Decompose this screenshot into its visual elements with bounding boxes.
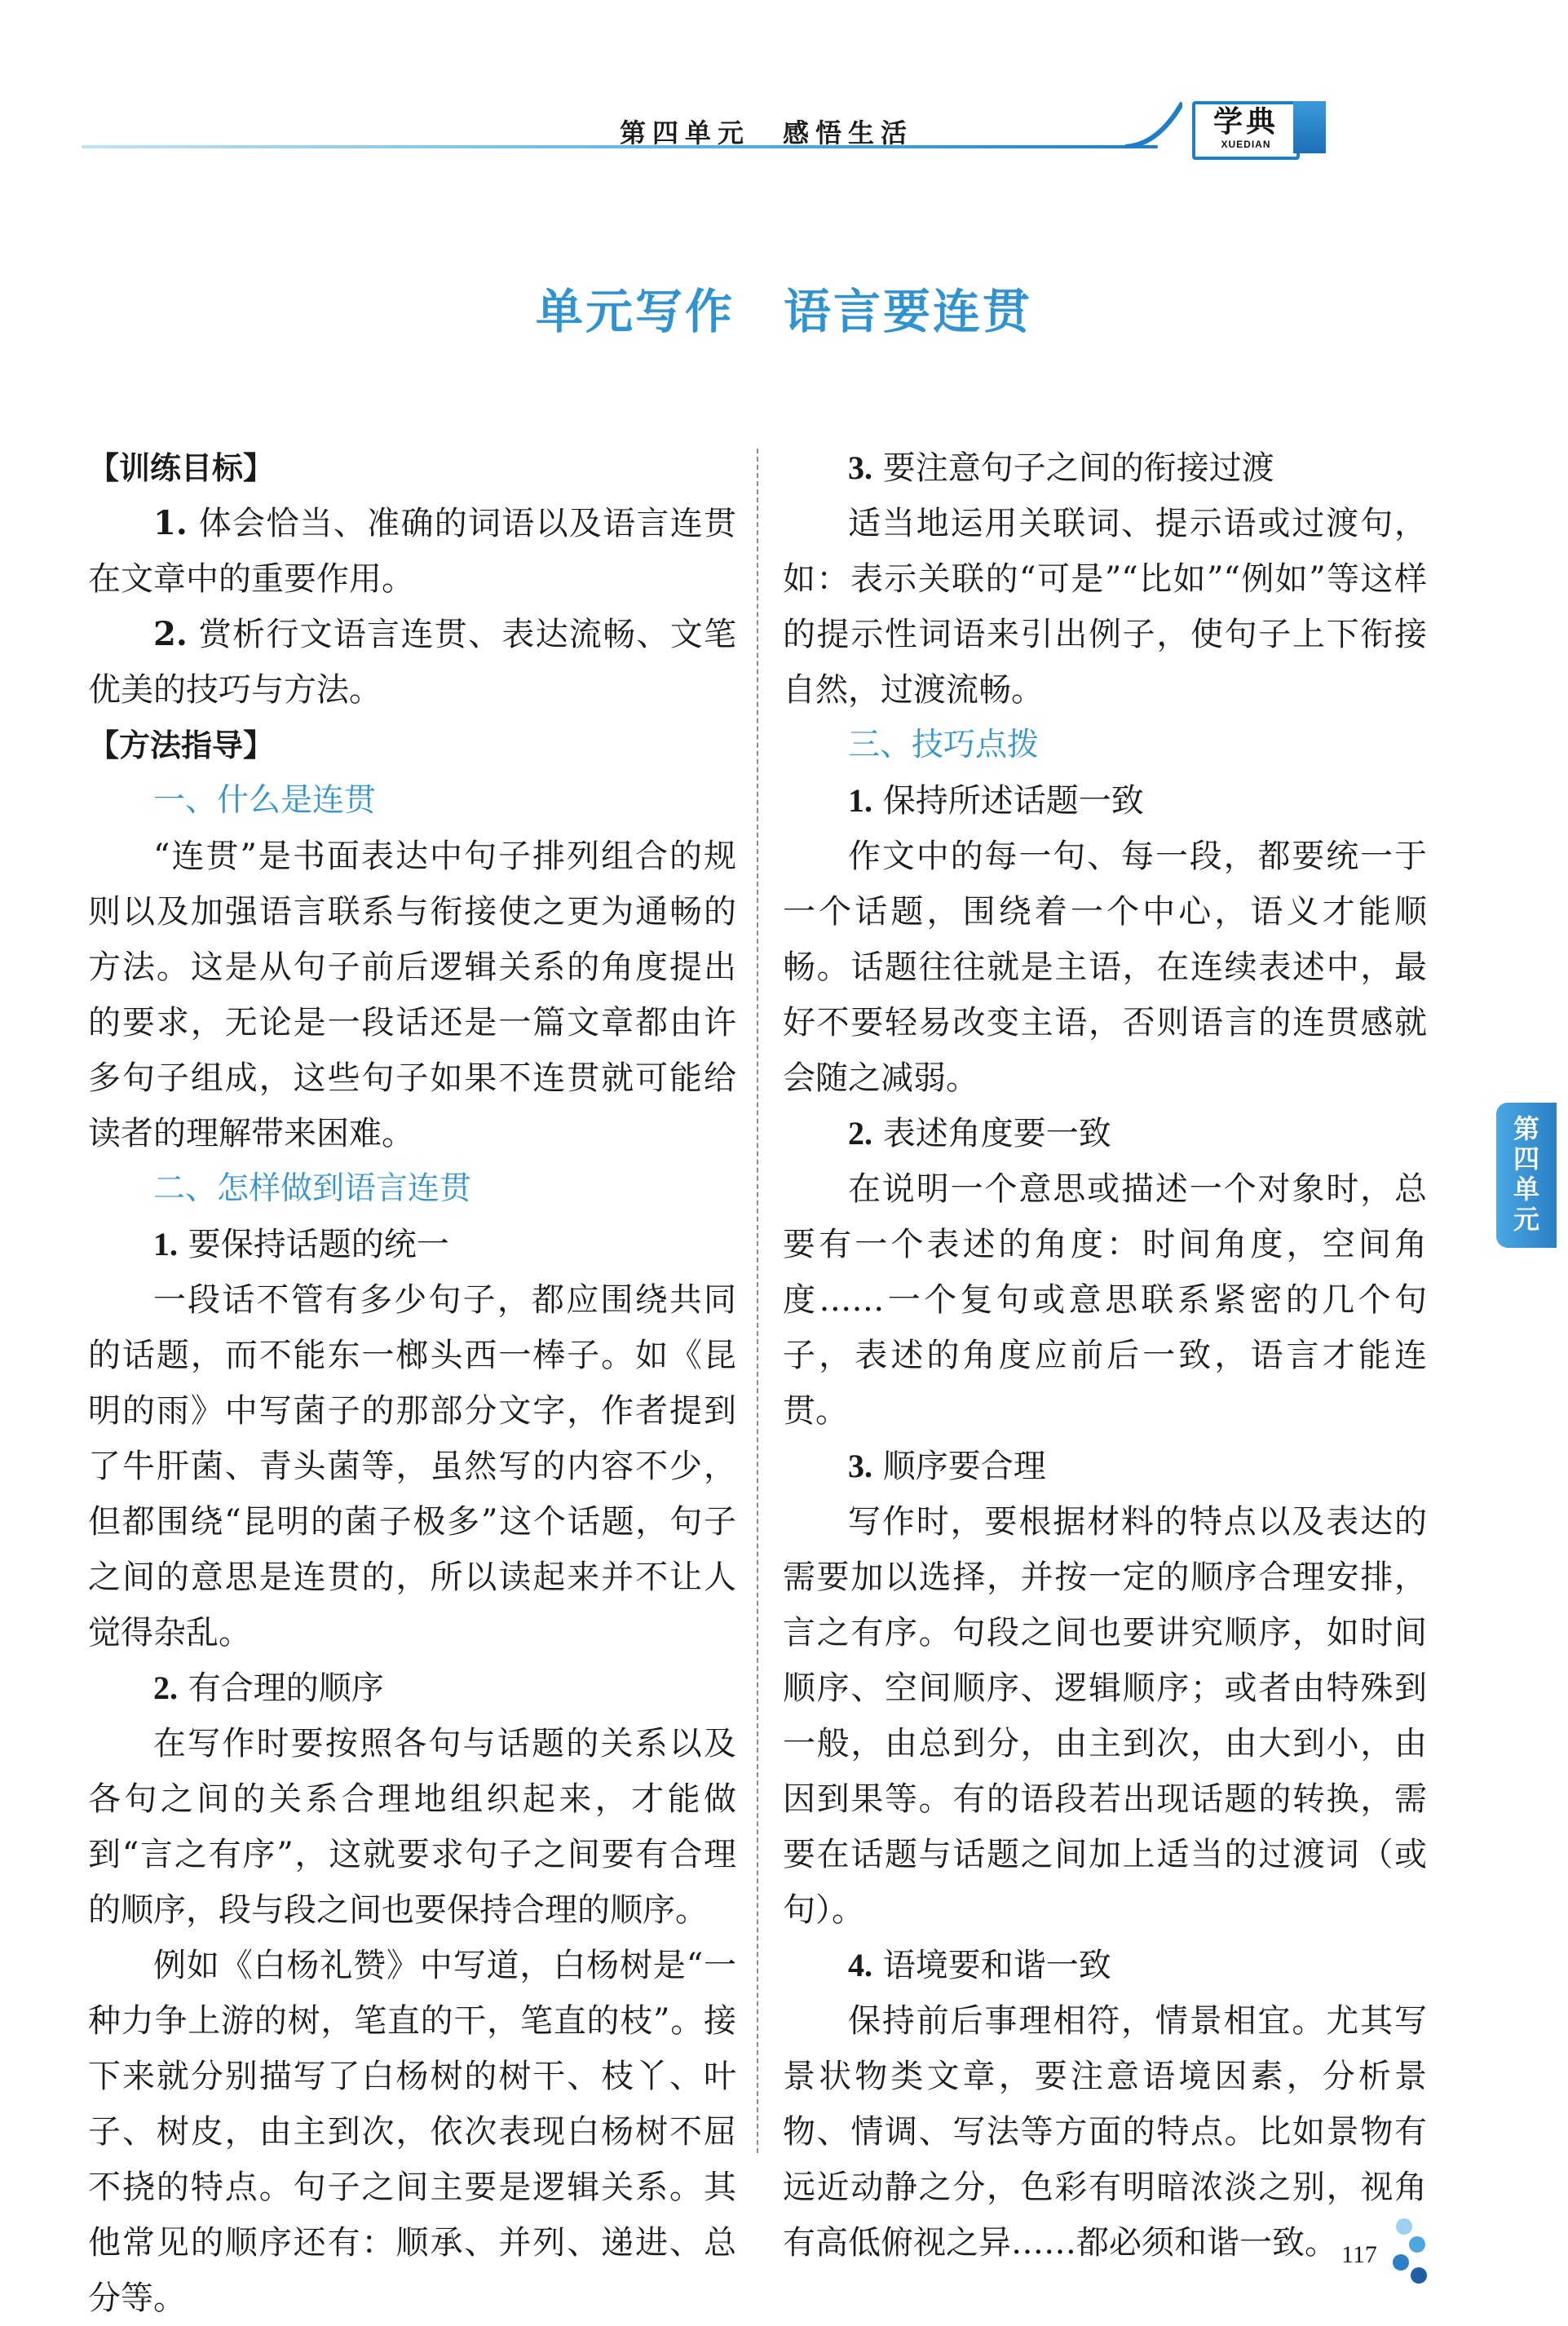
goal-1-text: 体会恰当、准确的词语以及语言连贯在文章中的重要作用。 [88, 505, 736, 598]
tip-3-title-text: 顺序要合理 [882, 1448, 1046, 1485]
goal-heading: 【训练目标】 [88, 450, 275, 486]
section-1-title: 一、什么是连贯 [153, 782, 377, 819]
section-2-item-1-num: 1. [153, 1226, 178, 1262]
xuedian-logo [1192, 101, 1300, 160]
section-2-title: 二、怎样做到语言连贯 [153, 1170, 472, 1207]
tip-3-title [783, 1439, 1427, 1494]
tip-2-title [783, 1106, 1427, 1161]
goal-1-num: 1. [153, 504, 188, 542]
tip-1-title [783, 773, 1427, 829]
page-title-part2: 语言要连贯 [784, 284, 1033, 339]
logo-sub-text: XUEDIAN [1221, 139, 1271, 150]
page-number: 117 [1341, 2241, 1377, 2268]
section-1-paragraph: “连贯”是书面表达中句子排列组合的规则以及加强语言联系与衔接使之更为通畅的方法。这是从句子前后逻辑关系的角度提出的要求，无论是一段话还是一篇文章都由许多句子组成，这些句子如果不连贯就可能给读者的理解带来困难。 [88, 838, 736, 1152]
tip-3-paragraph: 写作时，要根据材料的特点以及表达的需要加以选择，并按一定的顺序合理安排，言之有序。句段之间也要讲究顺序，如时间顺序、空间顺序、逻辑顺序；或者由特殊到一般，由总到分，由主到次，由大到小，由因到果等。有的语段若出现话题的转换，需要在话题与话题之间加上适当的过渡词（或句）。 [783, 1503, 1427, 1929]
page-title [0, 273, 1568, 342]
page-title-part1: 单元写作 [535, 284, 735, 339]
section-2-item-1-paragraph: 一段话不管有多少句子，都应围绕共同的话题，而不能东一榔头西一棒子。如《昆明的雨》中写菌子的那部分文字，作者提到了牛肝菌、青头菌等，虽然写的内容不少，但都围绕“昆明的菌子极多”这个话题，句子之间的意思是连贯的，所以读起来并不让人觉得杂乱。 [88, 1281, 736, 1652]
goal-2 [88, 607, 736, 718]
column-divider [757, 449, 758, 2153]
section-2-item-3-title-text: 要注意句子之间的衔接过渡 [882, 449, 1274, 487]
section-2-item-1-title [88, 1217, 736, 1272]
tip-2-paragraph: 在说明一个意思或描述一个对象时，总要有一个表述的角度：时间角度，空间角度……一个复句或意思联系紧密的几个句子，表述的角度应前后一致，语言才能连贯。 [783, 1170, 1427, 1430]
logo-main-text: 学典 [1212, 104, 1279, 139]
right-column [783, 440, 1427, 2271]
section-2-item-1-title-text: 要保持话题的统一 [188, 1226, 449, 1263]
section-2-item-2-title [88, 1660, 736, 1716]
goal-1 [88, 496, 736, 607]
left-column [88, 440, 736, 2326]
tip-1-title-text: 保持所述话题一致 [882, 782, 1144, 820]
side-tab-text: 第四单元 [1513, 1113, 1539, 1235]
header-swoosh [1125, 98, 1182, 148]
tip-1-paragraph: 作文中的每一句、每一段，都要统一于一个话题，围绕着一个中心，语义才能顺畅。话题往往就是主语，在连续表述中，最好不要轻易改变主语，否则语言的连贯感就会随之减弱。 [783, 838, 1427, 1097]
unit-side-tab [1496, 1103, 1557, 1248]
unit-title: 第四单元 感悟生活 [620, 117, 914, 148]
section-2-item-2-paragraph-1: 在写作时要按照各句与话题的关系以及各句之间的关系合理地组织起来，才能做到“言之有序”，这就要求句子之间要有合理的顺序，段与段之间也要保持合理的顺序。 [88, 1725, 736, 1929]
goal-2-text: 赏析行文语言连贯、表达流畅、文笔优美的技巧与方法。 [88, 616, 736, 709]
goal-2-num: 2. [153, 615, 188, 653]
section-2-item-3-paragraph: 适当地运用关联词、提示语或过渡句，如：表示关联的“可是”“比如”“例如”等这样的提示性词语来引出例子，使句子上下衔接自然，过渡流畅。 [783, 505, 1427, 709]
page-header [0, 0, 1568, 171]
tip-2-num: 2. [848, 1115, 872, 1152]
method-heading: 【方法指导】 [88, 727, 275, 763]
tip-4-paragraph: 保持前后事理相符，情景相宜。尤其写景状物类文章，要注意语境因素，分析景物、情调、写法等方面的特点。比如景物有远近动静之分，色彩有明暗浓淡之别，视角有高低俯视之异……都必须和谐一致。 [783, 2002, 1427, 2262]
section-2-item-3-num: 3. [848, 449, 872, 486]
section-2-item-2-num: 2. [153, 1669, 178, 1706]
tip-2-title-text: 表述角度要一致 [882, 1115, 1111, 1152]
tip-4-num: 4. [848, 1947, 872, 1983]
tip-4-title-text: 语境要和谐一致 [882, 1947, 1111, 1984]
section-2-item-2-paragraph-2: 例如《白杨礼赞》中写道，白杨树是“一种力争上游的树，笔直的干，笔直的枝”。接下来就分别描写了白杨树的树干、枝丫、叶子、树皮，由主到次，依次表现白杨树不屈不挠的特点。句子之间主要是逻辑关系。其他常见的顺序还有：顺承、并列、递进、总分等。 [88, 1947, 736, 2317]
tip-3-num: 3. [848, 1448, 872, 1484]
section-2-item-3-title [783, 440, 1427, 496]
section-3-title: 三、技巧点拨 [848, 727, 1040, 763]
tip-1-num: 1. [848, 782, 872, 819]
section-2-item-2-title-text: 有合理的顺序 [188, 1669, 384, 1707]
logo-tab [1293, 101, 1326, 153]
tip-4-title [783, 1938, 1427, 1993]
